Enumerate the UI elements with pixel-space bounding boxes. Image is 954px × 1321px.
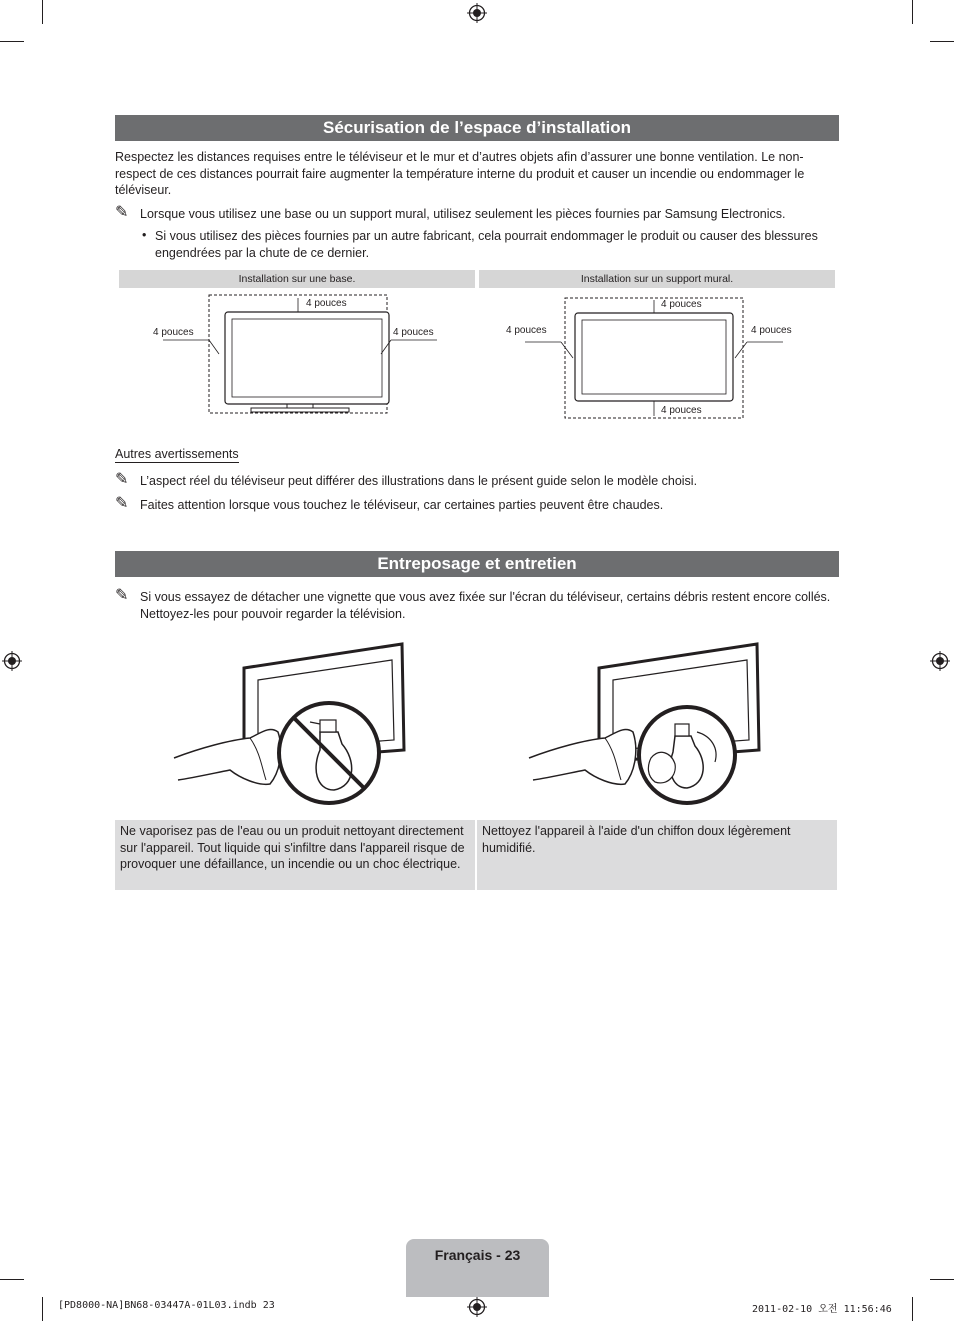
- diagram-title-wall: Installation sur un support mural.: [479, 270, 835, 288]
- installation-intro: Respectez les distances requises entre le téléviseur et le mur et d’autres objets afin d’assurer une bonne ventilation. Le non-respect de ces distances pourrait faire augmenter la température interne du produit et causer un incendie ou endommager le téléviseur.: [115, 150, 805, 197]
- distance-label-right: 4 pouces: [751, 325, 792, 336]
- distance-label-left: 4 pouces: [153, 327, 194, 338]
- diagram-title-stand: Installation sur une base.: [119, 270, 475, 288]
- pencil-note-icon: ✎: [115, 471, 129, 488]
- distance-label-top: 4 pouces: [306, 298, 347, 309]
- wall-installation-diagram: [479, 290, 835, 420]
- crop-mark: [930, 41, 954, 42]
- crop-mark: [912, 0, 913, 24]
- page-number-tab: Français - 23: [406, 1239, 549, 1297]
- crop-mark: [912, 1297, 913, 1321]
- registration-mark-icon: [467, 1297, 487, 1317]
- distance-label-bottom: 4 pouces: [661, 405, 702, 416]
- crop-mark: [0, 41, 24, 42]
- cloth-cleaning-illustration: [525, 640, 765, 810]
- pencil-note-icon: ✎: [115, 204, 129, 221]
- print-timestamp: 2011-02-10 오전 11:56:46: [752, 1304, 892, 1315]
- registration-mark-icon: [2, 651, 22, 671]
- crop-mark: [0, 1279, 24, 1280]
- file-slug: [PD8000-NA]BN68-03447A-01L03.indb 23: [58, 1300, 275, 1311]
- note-samsung-parts: Lorsque vous utilisez une base ou un support mural, utilisez seulement les pièces fournies par Samsung Electronics.: [140, 207, 786, 221]
- warning-item: L’aspect réel du téléviseur peut différer des illustrations dans le présent guide selon le modèle choisi.: [140, 474, 698, 488]
- caption-soft-cloth: Nettoyez l'appareil à l'aide d'un chiffon doux légèrement humidifié.: [477, 820, 837, 890]
- registration-mark-icon: [467, 3, 487, 23]
- warning-item: Faites attention lorsque vous touchez le téléviseur, car certaines parties peuvent être chaudes.: [140, 498, 664, 512]
- section-title-installation: Sécurisation de l’espace d’installation: [115, 115, 839, 141]
- pencil-note-icon: ✎: [115, 495, 129, 512]
- crop-mark: [42, 0, 43, 24]
- crop-mark: [42, 1297, 43, 1321]
- registration-mark-icon: [930, 651, 950, 671]
- distance-label-left: 4 pouces: [506, 325, 547, 336]
- distance-label-right: 4 pouces: [393, 327, 434, 338]
- bullet-dot: •: [142, 228, 147, 242]
- warnings-heading: Autres avertissements: [115, 447, 239, 461]
- caption-no-spray: Ne vaporisez pas de l'eau ou un produit nettoyant directement sur l'appareil. Tout liquide qui s'infiltre dans l'appareil risque de provoquer une défaillance, un incendie ou un choc électrique.: [115, 820, 475, 890]
- bullet-other-manufacturer: Si vous utilisez des pièces fournies par un autre fabricant, cela pourrait endommager le produit ou causer des blessures engendrées par la chute de ce dernier.: [155, 229, 818, 260]
- pencil-note-icon: ✎: [115, 587, 129, 604]
- note-sticker-debris: Si vous essayez de détacher une vignette que vous avez fixée sur l'écran du téléviseur, certains débris restent encore collés. Nettoyez-les pour pouvoir regarder la télévision.: [140, 590, 831, 621]
- crop-mark: [930, 1279, 954, 1280]
- distance-label-top: 4 pouces: [661, 299, 702, 310]
- section-title-storage: Entreposage et entretien: [115, 551, 839, 577]
- no-spray-illustration: [170, 640, 410, 810]
- stand-installation-diagram: [119, 290, 475, 420]
